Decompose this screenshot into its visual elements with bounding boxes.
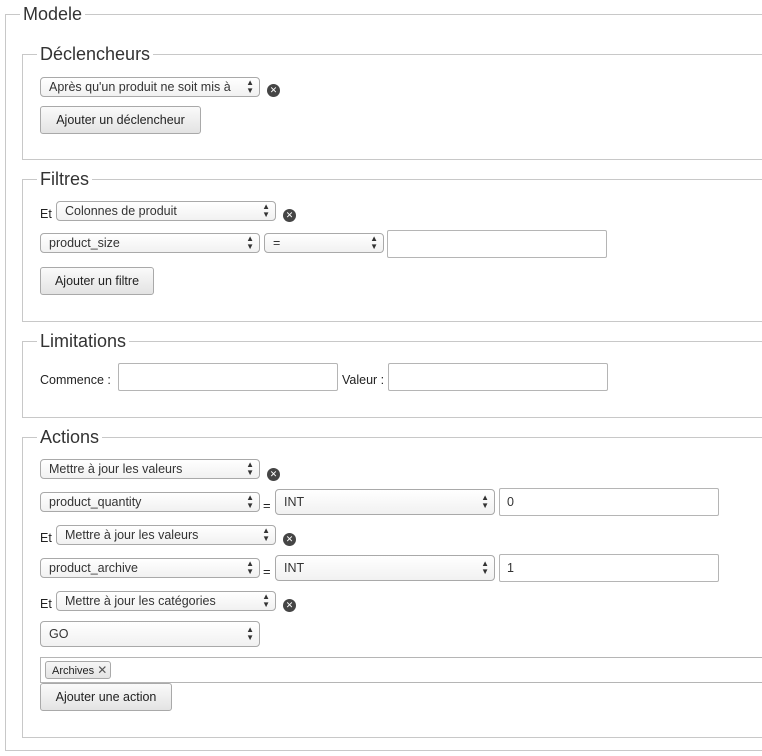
- remove-circle-icon[interactable]: ✕: [267, 84, 280, 97]
- filters-title: Filtres: [40, 169, 89, 189]
- categories-tag-input[interactable]: [40, 657, 762, 683]
- filter-value-input[interactable]: [387, 230, 607, 258]
- tag-archives: Archives ✕: [45, 661, 111, 679]
- value-label: Valeur :: [342, 373, 385, 387]
- select-arrows-icon: ▲ ▼: [246, 234, 254, 251]
- form-title: Modele: [23, 4, 83, 24]
- remove-circle-icon[interactable]: ✕: [283, 533, 296, 546]
- action1-equals: =: [263, 498, 271, 513]
- add-action-button[interactable]: Ajouter une action: [40, 683, 172, 711]
- action3-and-label: Et: [40, 597, 52, 611]
- add-trigger-button[interactable]: Ajouter un déclencheur: [40, 106, 201, 134]
- add-filter-button[interactable]: Ajouter un filtre: [40, 267, 154, 295]
- action1-column-select[interactable]: product_quantity ▲ ▼: [40, 492, 260, 512]
- filter-and-label: Et: [40, 207, 52, 221]
- action2-and-label: Et: [40, 531, 52, 545]
- start-input[interactable]: [118, 363, 338, 391]
- value-input[interactable]: [388, 363, 608, 391]
- select-arrows-icon: ▲ ▼: [370, 234, 378, 251]
- select-arrows-icon: ▲ ▼: [262, 592, 270, 609]
- select-arrows-icon: ▲ ▼: [246, 78, 254, 95]
- actions-title: Actions: [40, 427, 100, 447]
- action2-column-select[interactable]: product_archive ▲ ▼: [40, 558, 260, 578]
- filter-column-select[interactable]: product_size ▲ ▼: [40, 233, 260, 253]
- select-arrows-icon: ▲ ▼: [246, 493, 254, 510]
- remove-circle-icon[interactable]: ✕: [283, 599, 296, 612]
- action1-value-input[interactable]: 0: [499, 488, 719, 516]
- select-arrows-icon: ▲ ▼: [481, 493, 489, 510]
- action2-type-select[interactable]: Mettre à jour les valeurs ▲ ▼: [56, 525, 276, 545]
- select-arrows-icon: ▲ ▼: [262, 526, 270, 543]
- action2-cast-select[interactable]: INT ▲ ▼: [275, 555, 495, 581]
- select-arrows-icon: ▲ ▼: [246, 460, 254, 477]
- tag-remove-icon[interactable]: ✕: [97, 663, 108, 677]
- action1-cast-select[interactable]: INT ▲ ▼: [275, 489, 495, 515]
- remove-circle-icon[interactable]: ✕: [283, 209, 296, 222]
- action1-type-select[interactable]: Mettre à jour les valeurs ▲ ▼: [40, 459, 260, 479]
- action2-equals: =: [263, 564, 271, 579]
- filter-operator-select[interactable]: = ▲ ▼: [264, 233, 384, 253]
- select-arrows-icon: ▲ ▼: [246, 559, 254, 576]
- triggers-fieldset: [22, 45, 762, 160]
- limits-title: Limitations: [40, 331, 127, 351]
- remove-circle-icon[interactable]: ✕: [267, 468, 280, 481]
- action3-type-select[interactable]: Mettre à jour les catégories ▲ ▼: [56, 591, 276, 611]
- select-arrows-icon: ▲ ▼: [481, 559, 489, 576]
- action3-mode-select[interactable]: GO ▲ ▼: [40, 621, 260, 647]
- select-arrows-icon: ▲ ▼: [246, 625, 254, 642]
- triggers-title: Déclencheurs: [40, 44, 151, 64]
- start-label: Commence :: [40, 373, 111, 387]
- trigger-select[interactable]: Après qu'un produit ne soit mis à ▲ ▼: [40, 77, 260, 97]
- action2-value-input[interactable]: 1: [499, 554, 719, 582]
- select-arrows-icon: ▲ ▼: [262, 202, 270, 219]
- filter-type-select[interactable]: Colonnes de produit ▲ ▼: [56, 201, 276, 221]
